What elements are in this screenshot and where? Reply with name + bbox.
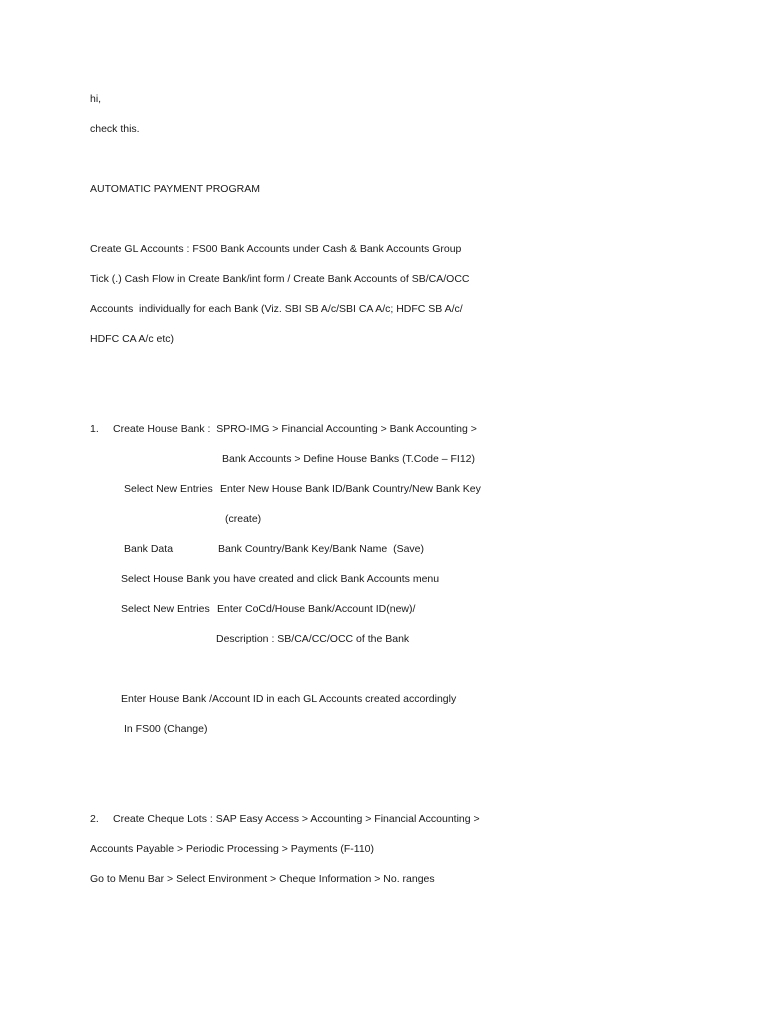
- enter-new-house-bank: Enter New House Bank ID/Bank Country/New Bank Key: [220, 483, 481, 495]
- step-1-title: Create House Bank : SPRO-IMG > Financial Accounting > Bank Accounting >: [113, 423, 477, 435]
- enter-house-bank-line: Enter House Bank /Account ID in each GL Accounts created accordingly: [121, 693, 457, 705]
- create-note: (create): [225, 513, 262, 525]
- gl-line-3: Accounts individually for each Bank (Viz. SBI SB A/c/SBI CA A/c; HDFC SB A/c/: [90, 303, 463, 315]
- step-2-number: 2.: [90, 813, 99, 825]
- intro-text: check this.: [90, 123, 140, 135]
- bank-data-label: Bank Data: [124, 543, 174, 555]
- enter-cocd: Enter CoCd/House Bank/Account ID(new)/: [217, 603, 416, 615]
- gl-line-4: HDFC CA A/c etc): [90, 333, 175, 345]
- in-fs00-line: In FS00 (Change): [124, 723, 208, 735]
- gl-line-1: Create GL Accounts : FS00 Bank Accounts under Cash & Bank Accounts Group: [90, 243, 462, 255]
- step-1-path-continued: Bank Accounts > Define House Banks (T.Code – FI12): [222, 453, 476, 465]
- greeting-text: hi,: [90, 93, 102, 105]
- select-new-entries-1: Select New Entries: [124, 483, 213, 495]
- select-house-bank: Select House Bank you have created and click Bank Accounts menu: [121, 573, 440, 585]
- bank-data-value: Bank Country/Bank Key/Bank Name (Save): [218, 543, 425, 555]
- step-2-path-continued: Accounts Payable > Periodic Processing > Payments (F-110): [90, 843, 375, 855]
- gl-line-2: Tick (.) Cash Flow in Create Bank/int form / Create Bank Accounts of SB/CA/OCC: [90, 273, 470, 285]
- step-2-title: Create Cheque Lots : SAP Easy Access > Accounting > Financial Accounting >: [113, 813, 480, 825]
- select-new-entries-2: Select New Entries: [121, 603, 210, 615]
- step-1-number: 1.: [90, 423, 99, 435]
- step-2-menu-line: Go to Menu Bar > Select Environment > Cheque Information > No. ranges: [90, 873, 435, 885]
- description-line: Description : SB/CA/CC/OCC of the Bank: [216, 633, 410, 645]
- document-heading: AUTOMATIC PAYMENT PROGRAM: [90, 183, 260, 195]
